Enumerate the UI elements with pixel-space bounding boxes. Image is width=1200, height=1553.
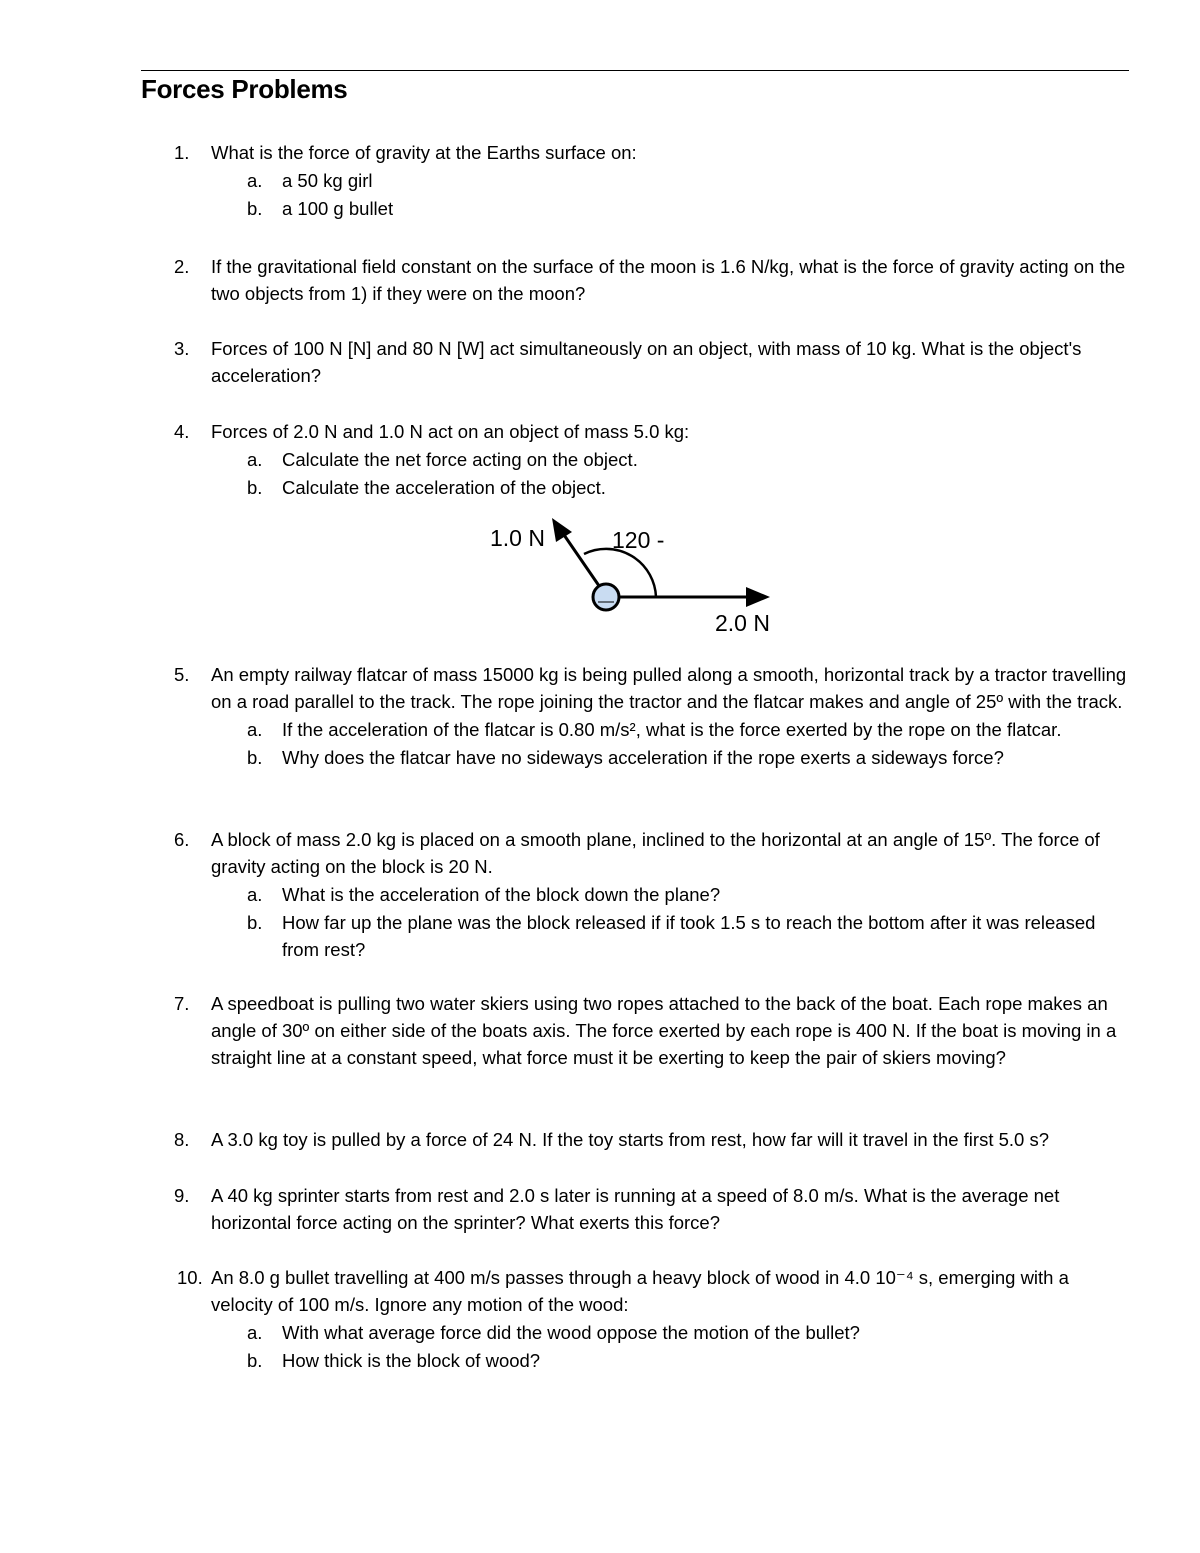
sub-text: Calculate the acceleration of the object. (282, 477, 606, 498)
sub-letter: b. (247, 747, 263, 768)
sub-question (247, 909, 1112, 963)
question-number: 7. (174, 993, 190, 1014)
sub-question (247, 744, 1131, 771)
force-2n-label: 2.0 N (715, 610, 770, 636)
force-1n-label: 1.0 N (490, 525, 545, 551)
sub-question (247, 881, 1131, 908)
question-number: 1. (174, 142, 190, 163)
sub-text: With what average force did the wood oppose the motion of the bullet? (282, 1322, 860, 1343)
force-2n-arrowhead (746, 587, 770, 607)
sub-letter: a. (247, 449, 263, 470)
sub-text: How far up the plane was the block released if if took 1.5 s to reach the bottom after it was released from rest? (282, 912, 1096, 960)
sub-question (247, 474, 1131, 501)
sub-letter: b. (247, 1350, 263, 1371)
question-7 (141, 990, 1131, 1071)
question-number: 10. (177, 1267, 203, 1288)
sub-text: Why does the flatcar have no sideways acceleration if the rope exerts a sideways force? (282, 747, 1004, 768)
header-rule (141, 70, 1129, 71)
question-4 (141, 418, 1131, 501)
sub-letter: a. (247, 1322, 263, 1343)
question-2 (141, 253, 1131, 307)
sub-letter: a. (247, 884, 263, 905)
question-6 (141, 826, 1131, 963)
force-diagram-svg (480, 510, 810, 645)
question-8 (141, 1126, 1131, 1153)
sub-text: Calculate the net force acting on the object. (282, 449, 638, 470)
sub-question (247, 1319, 1131, 1346)
question-5 (141, 661, 1131, 771)
question-1 (141, 139, 1131, 222)
sub-text: How thick is the block of wood? (282, 1350, 541, 1371)
question-number: 9. (174, 1185, 190, 1206)
sub-letter: a. (247, 170, 263, 191)
sub-letter: b. (247, 198, 263, 219)
question-text: If the gravitational field constant on the surface of the moon is 1.6 N/kg, what is the force of gravity acting on the two objects from 1) if they were on the moon? (211, 256, 1126, 304)
question-number: 6. (174, 829, 190, 850)
question-10 (141, 1264, 1131, 1374)
question-number: 8. (174, 1129, 190, 1150)
sub-question (247, 446, 1131, 473)
sub-question (247, 167, 1131, 194)
sub-text: a 100 g bullet (282, 198, 394, 219)
sub-question (247, 1347, 1131, 1374)
sub-letter: b. (247, 912, 263, 933)
question-text: An 8.0 g bullet travelling at 400 m/s passes through a heavy block of wood in 4.0 10⁻⁴ s, emerging with a velocity of 100 m/s. Ignore any motion of the wood: (211, 1267, 1069, 1315)
sub-question (247, 195, 1131, 222)
question-text: What is the force of gravity at the Earths surface on: (211, 142, 637, 163)
object-circle (593, 584, 619, 610)
question-number: 3. (174, 338, 190, 359)
question-9 (141, 1182, 1131, 1236)
sub-letter: b. (247, 477, 263, 498)
sub-question (247, 716, 1131, 743)
question-text: A 3.0 kg toy is pulled by a force of 24 N. If the toy starts from rest, how far will it travel in the first 5.0 s? (211, 1129, 1049, 1150)
question-text: A speedboat is pulling two water skiers using two ropes attached to the back of the boat. Each rope makes an angle of 30º on either side of the boats axis. The force exerted by each rope is 400 N. If the boat is moving in a straight line at a constant speed, what force must it be exerting to keep the pair of skiers moving? (211, 993, 1117, 1068)
question-text: Forces of 2.0 N and 1.0 N act on an object of mass 5.0 kg: (211, 421, 690, 442)
question-text: A 40 kg sprinter starts from rest and 2.0 s later is running at a speed of 8.0 m/s. What is the average net horizontal force acting on the sprinter? What exerts this force? (211, 1185, 1060, 1233)
question-number: 5. (174, 664, 190, 685)
force-diagram (480, 510, 810, 645)
force-1n-arrowhead (552, 518, 572, 542)
question-3 (141, 335, 1131, 389)
page-title: Forces Problems (141, 74, 348, 104)
sub-text: a 50 kg girl (282, 170, 373, 191)
question-text: An empty railway flatcar of mass 15000 kg is being pulled along a smooth, horizontal track by a tractor travelling on a road parallel to the track. The rope joining the tractor and the flatcar makes and angle of 25º with the track. (211, 664, 1127, 712)
sub-text: What is the acceleration of the block down the plane? (282, 884, 721, 905)
question-number: 4. (174, 421, 190, 442)
question-number: 2. (174, 256, 190, 277)
sub-letter: a. (247, 719, 263, 740)
sub-text: If the acceleration of the flatcar is 0.80 m/s², what is the force exerted by the rope on the flatcar. (282, 719, 1062, 740)
angle-label: 120 - (612, 527, 665, 553)
question-text: A block of mass 2.0 kg is placed on a smooth plane, inclined to the horizontal at an angle of 15º. The force of gravity acting on the block is 20 N. (211, 829, 1100, 877)
question-text: Forces of 100 N [N] and 80 N [W] act simultaneously on an object, with mass of 10 kg. What is the object's acceleration? (211, 338, 1082, 386)
